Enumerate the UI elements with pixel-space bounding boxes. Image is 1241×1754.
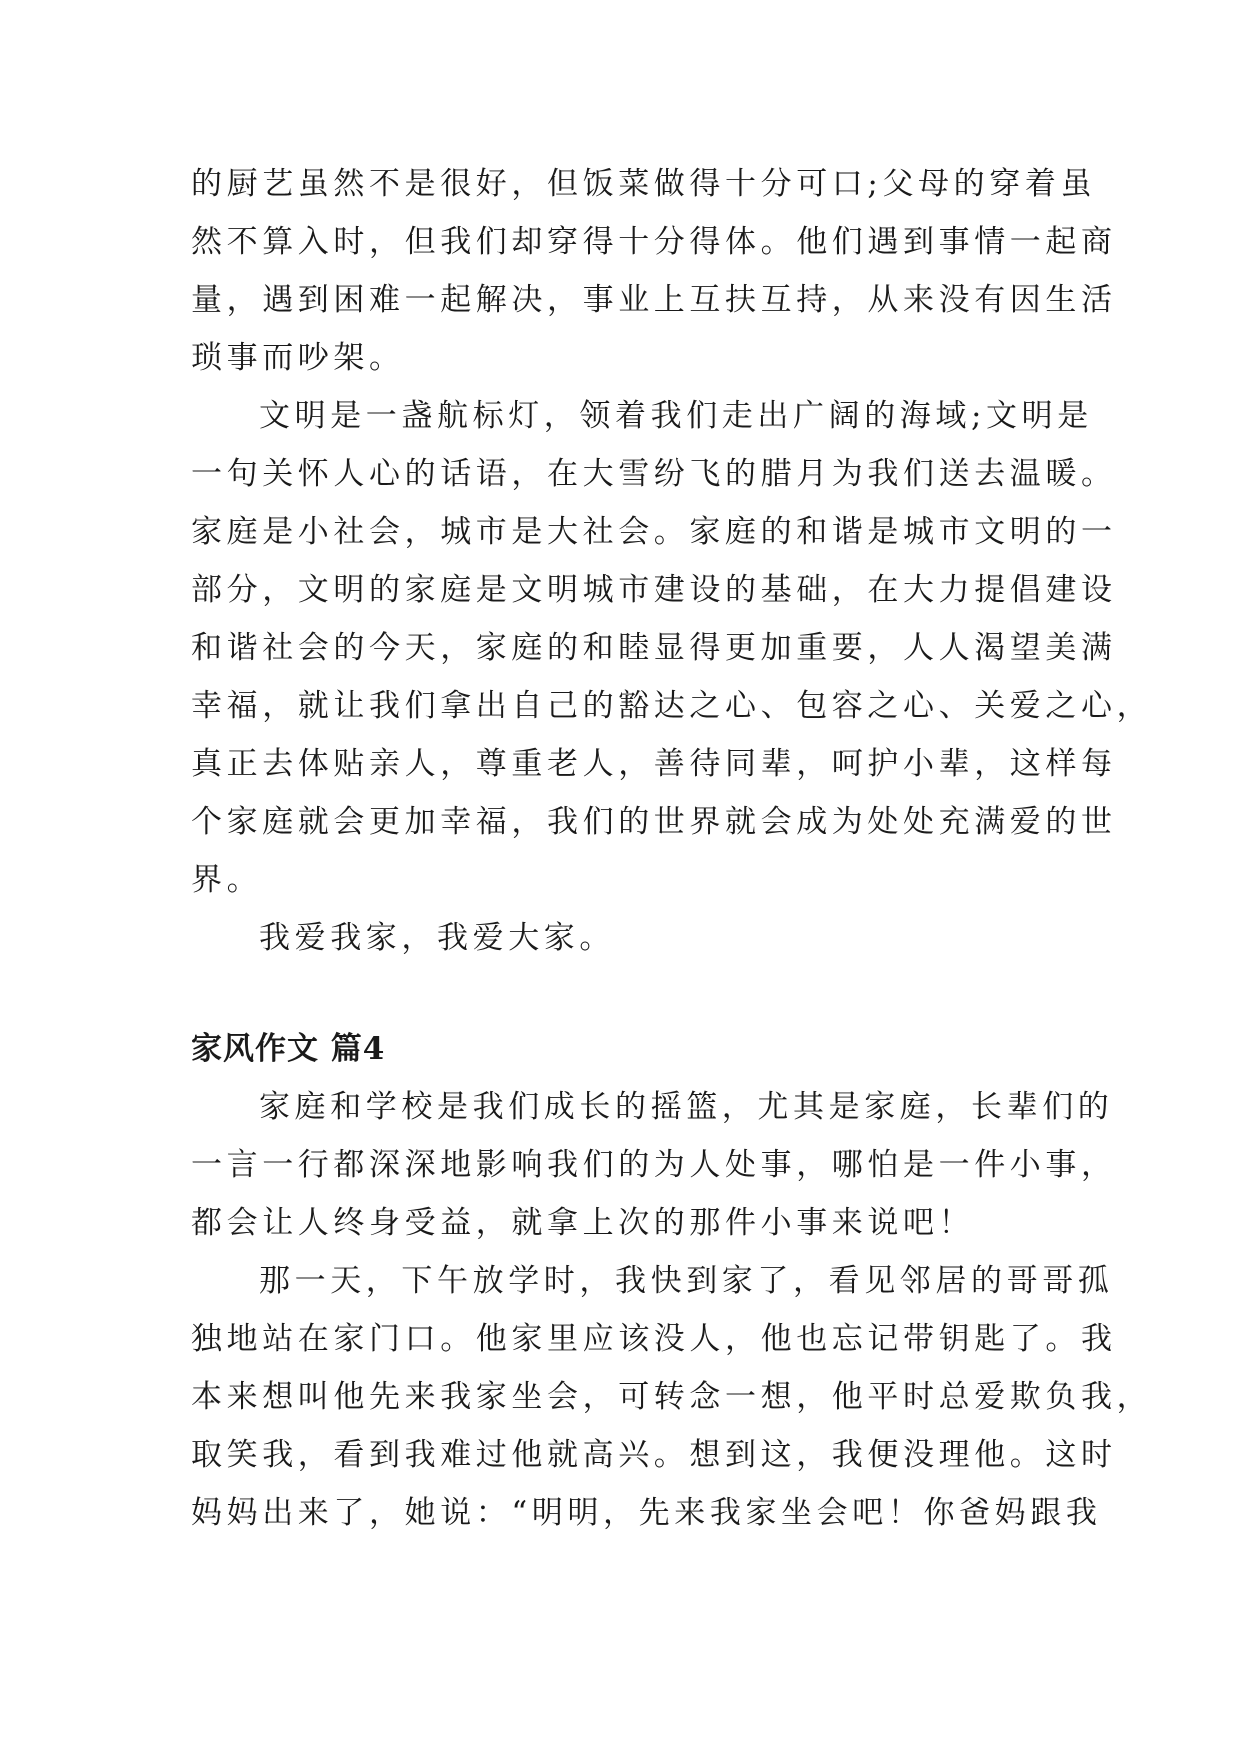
text-line: 然不算入时，但我们却穿得十分得体。他们遇到事情一起商 (191, 224, 1117, 260)
text-line: 的厨艺虽然不是很好，但饭菜做得十分可口;父母的穿着虽 (191, 166, 1097, 202)
text-line: 取笑我，看到我难过他就高兴。想到这，我便没理他。这时 (191, 1437, 1117, 1473)
text-line: 都会让人终身受益，就拿上次的那件小事来说吧！ (191, 1205, 975, 1241)
document-body (191, 155, 1153, 1542)
text-line: 一言一行都深深地影响我们的为人处事，哪怕是一件小事， (191, 1147, 1117, 1183)
text-line: 真正去体贴亲人，尊重老人，善待同辈，呵护小辈，这样每 (191, 746, 1117, 782)
text-line: 本来想叫他先来我家坐会，可转念一想，他平时总爱欺负我， (191, 1379, 1153, 1415)
text-line: 我爱我家，我爱大家。 (259, 920, 615, 956)
text-line: 和谐社会的今天，家庭的和睦显得更加重要，人人渴望美满 (191, 630, 1117, 666)
paragraph-closing (191, 909, 1071, 967)
section-spacer (191, 967, 1071, 1020)
paragraph-civilization (191, 387, 1153, 909)
text-line: 妈妈出来了，她说：“明明，先来我家坐会吧！你爸妈跟我 (191, 1495, 1102, 1531)
text-line: 部分，文明的家庭是文明城市建设的基础，在大力提倡建设 (191, 572, 1117, 608)
text-line: 家庭和学校是我们成长的摇篮，尤其是家庭，长辈们的 (259, 1089, 1114, 1125)
section-heading: 家风作文 篇4 (191, 1031, 386, 1067)
text-line: 文明是一盏航标灯，领着我们走出广阔的海域;文明是 (259, 398, 1093, 434)
text-line: 那一天，下午放学时，我快到家了，看见邻居的哥哥孤 (259, 1263, 1114, 1299)
text-line: 量，遇到困难一起解决，事业上互扶互持，从来没有因生活 (191, 282, 1117, 318)
paragraph-intro (191, 1078, 1117, 1252)
text-line: 幸福，就让我们拿出自己的豁达之心、包容之心、关爱之心， (191, 688, 1153, 724)
paragraph-family-harmony (191, 155, 1117, 387)
text-line: 一句关怀人心的话语，在大雪纷飞的腊月为我们送去温暖。 (191, 456, 1117, 492)
text-line: 界。 (191, 862, 263, 898)
paragraph-story (191, 1252, 1153, 1542)
text-line: 家庭是小社会，城市是大社会。家庭的和谐是城市文明的一 (191, 514, 1117, 550)
text-line: 个家庭就会更加幸福，我们的世界就会成为处处充满爱的世 (191, 804, 1117, 840)
text-line: 独地站在家门口。他家里应该没人，他也忘记带钥匙了。我 (191, 1321, 1117, 1357)
text-line: 琐事而吵架。 (191, 340, 405, 376)
